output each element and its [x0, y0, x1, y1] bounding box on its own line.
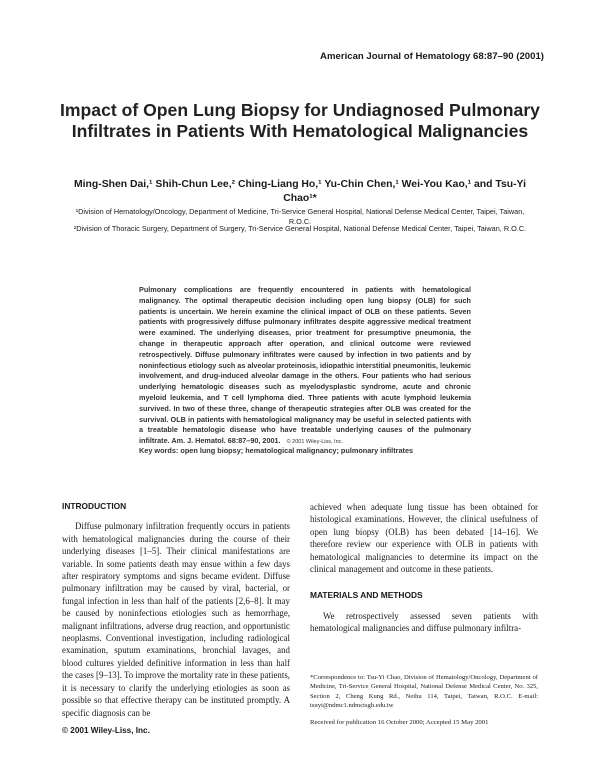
introduction-paragraph-1: Diffuse pulmonary infiltration frequently occurs in patients with hematological malignancies during the course of their underlying diseases [1–5]. Their clinical manifestations are variable. In some patients death may ensue within a few days after respiratory symptoms and signs became evident. Diffuse pulmonary infiltration may be caused by viral, bacterial, or fungal infection in less than half of the patients [2,6–8]. It may be caused by noninfectious etiologies such as hemorrhage, malignant infiltrations, adverse drug reaction, and opportunistic neoplasms. Conventional investigation, including radiological examination, sputum examinations, bronchial lavages, and blood cultures yielded definitive information in less than half the cases [9–13]. To improve the mortality rate in these patients, it is necessary to clarify the underlying etiologies as soon as possible so that effective therapy can be instituted promptly. A specific diagnosis can be — [62, 521, 290, 718]
affiliation-2: ²Division of Thoracic Surgery, Department of Surgery, Tri-Service General Hospital, National Defense Medical Center, Taipei, Taiwan, R.O.C. — [73, 224, 527, 233]
journal-citation: American Journal of Hematology 68:87–90 (2001) — [320, 51, 544, 62]
correspondence-footnote: *Correspondence to: Tsu-Yi Chao, Division of Hematology/Oncology, Department of Medicine, Tri-Service General Hospital, National Defense Medical Center, No. 325, Section 2, Cheng Kung Rd., Neihu 114, Taipei, Taiwan, R.O.C. E-mail: tsuyi@ndmc1.ndmctsgh.edu.tw — [310, 674, 538, 710]
methods-paragraph-1: We retrospectively assessed seven patients with hematological malignancies and diffuse pulmonary infiltra- — [310, 610, 538, 634]
affiliation-1: ¹Division of Hematology/Oncology, Department of Medicine, Tri-Service General Hospital, National Defense Medical Center, Taipei, Taiwan, R.O.C. — [75, 207, 525, 226]
right-column — [310, 501, 538, 635]
author-list: Ming-Shen Dai,¹ Shih-Chun Lee,² Ching-Liang Ho,¹ Yu-Chin Chen,¹ Wei-You Kao,¹ and Tsu-Yi Chao¹* — [74, 179, 526, 204]
abstract — [139, 285, 471, 448]
abstract-text: Pulmonary complications are frequently encountered in patients with hematological malignancy. The optimal therapeutic decision including open lung biopsy (OLB) for such patients is uncertain. We herein examine the clinical impact of OLB on these patients. Seven patients with progressively diffuse pulmonary infiltrates despite aggressive medical treatment were examined. The underlying diseases, prior treatment for presumptive pneumonia, the change in therapeutic approach after operation, and clinical outcome were reviewed retrospectively. Diffuse pulmonary infiltrates were caused by infection in two patients and by noninfectious etiology such as alveolar proteinosis, idiopathic interstitial pneumonitis, leukemic involvement, and drug-induced alveolar damage in the others. Four patients who had serious underlying hematologic diseases such as myelodysplastic syndrome, acute and chronic myeloid leukemia, and T cell lymphoma died. Three patients with acute lymphoid leukemia survived. In two of these three, change of therapeutic strategies after OLB was created for the survival. OLB in patients with hematological malignancy may be useful in selected patients with a treatable hematologic disease who have treatable underlying causes of the pulmonary infiltrate. Am. J. Hematol. 68:87–90, 2001. — [139, 285, 471, 446]
methods-heading: MATERIALS AND METHODS — [310, 590, 423, 601]
copyright-footer: © 2001 Wiley-Liss, Inc. — [62, 726, 150, 735]
article-title: Impact of Open Lung Biopsy for Undiagnosed Pulmonary Infiltrates in Patients With Hematological Malignancies — [60, 100, 540, 141]
introduction-paragraph-2: achieved when adequate lung tissue has been obtained for histological examinations. However, the clinical usefulness of open lung biopsy (OLB) has been debated [14–16]. We therefore review our experience with OLB in patients with hematological malignancies to determine its impact on the clinical management and outcome in these patients. — [310, 502, 538, 575]
abstract-copyright: © 2001 Wiley-Liss, Inc. — [286, 439, 343, 446]
introduction-heading: INTRODUCTION — [62, 501, 127, 511]
left-column — [62, 500, 290, 719]
keywords: Key words: open lung biopsy; hematological malignancy; pulmonary infiltrates — [139, 446, 414, 455]
received-dates: Received for publication 16 October 2000; Accepted 15 May 2001 — [310, 719, 489, 726]
